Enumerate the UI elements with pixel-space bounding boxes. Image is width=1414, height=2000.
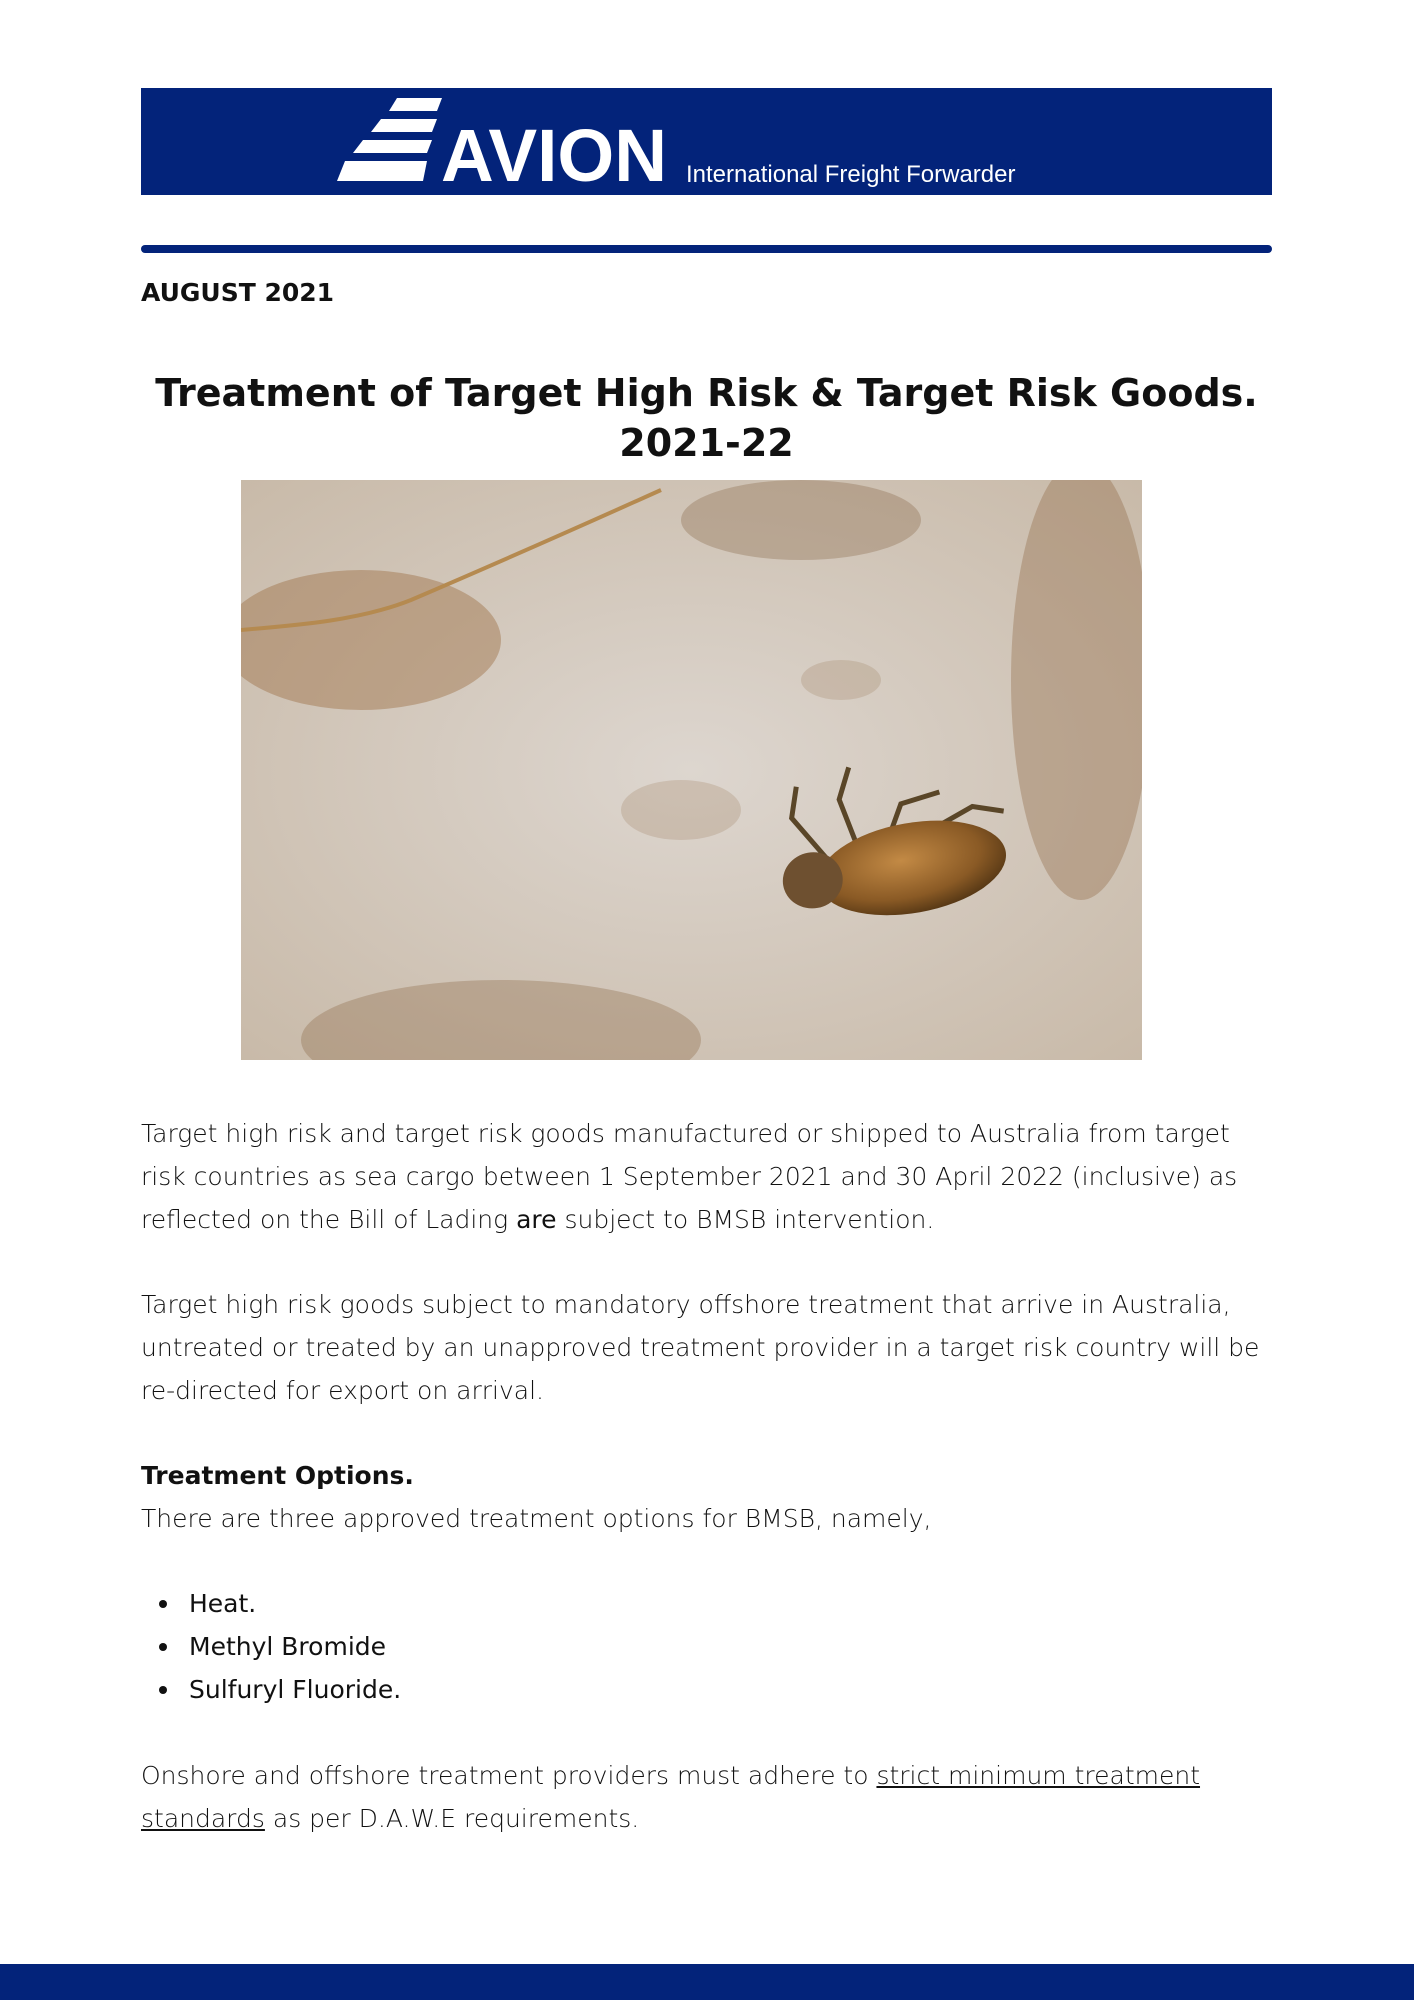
- treatment-options-list: [141, 1582, 1272, 1711]
- intro-text-end: subject to BMSB intervention.: [556, 1205, 935, 1234]
- intro-text: Target high risk and target risk goods manufactured or shipped to Australia from target risk countries as sea cargo between 1 September 2021 and 30 April 2022 (inclusive) as reflected on the Bill of Lading: [141, 1119, 1238, 1234]
- treatment-standards-link[interactable]: strict minimum treatment standards: [141, 1761, 1201, 1833]
- title-line-2: 2021-22: [619, 421, 794, 465]
- stink-bug-photo: [241, 480, 1142, 1060]
- list-item: Heat.: [141, 1582, 1272, 1625]
- logo-text: AVION: [441, 114, 667, 188]
- page-title: [141, 368, 1272, 468]
- avion-logo: [337, 93, 667, 188]
- list-item: Methyl Bromide: [141, 1625, 1272, 1668]
- standards-text: Onshore and offshore treatment providers must adhere to: [141, 1761, 877, 1790]
- issue-date: AUGUST 2021: [141, 278, 335, 307]
- treatment-options-intro: There are three approved treatment options for BMSB, namely,: [141, 1504, 932, 1533]
- treatment-options-heading: Treatment Options.: [141, 1461, 414, 1490]
- intro-paragraph: [141, 1112, 1272, 1241]
- standards-paragraph: [141, 1754, 1272, 1840]
- standards-text-end: as per D.A.W.E requirements.: [264, 1804, 640, 1833]
- header-banner: [141, 88, 1272, 195]
- footer-bar: [0, 1964, 1414, 2000]
- intro-emphasis: are: [516, 1205, 557, 1234]
- title-line-1: Treatment of Target High Risk & Target Risk Goods.: [155, 371, 1258, 415]
- header-tagline: International Freight Forwarder: [686, 161, 1016, 188]
- redirect-paragraph: Target high risk goods subject to mandatory offshore treatment that arrive in Australia, untreated or treated by an unapproved treatment provider in a target risk country will be re-directed for export on arrival.: [141, 1290, 1260, 1405]
- header-rule: [141, 245, 1272, 253]
- list-item: Sulfuryl Fluoride.: [141, 1668, 1272, 1711]
